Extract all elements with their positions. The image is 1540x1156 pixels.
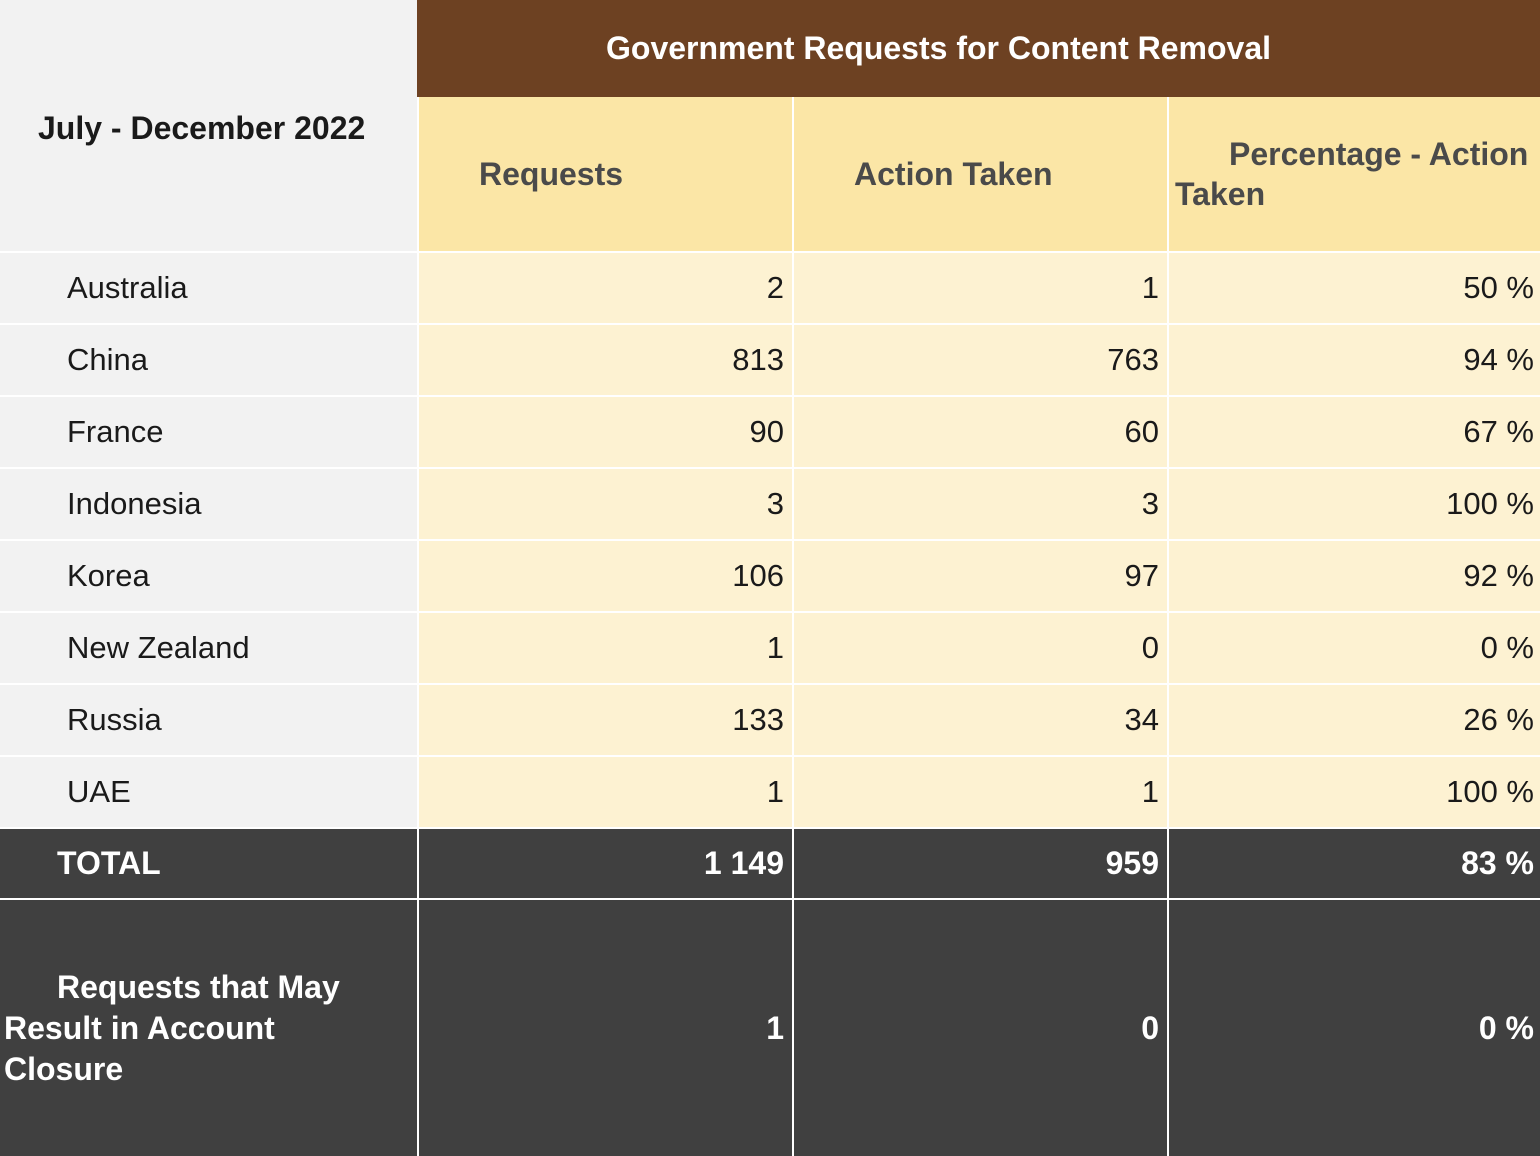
row-label: Korea <box>0 541 417 613</box>
account-closure-requests: 1 <box>417 900 792 1156</box>
percentage-cell: 100 % <box>1167 469 1540 541</box>
row-label: Indonesia <box>0 469 417 541</box>
table-title: Government Requests for Content Removal <box>417 0 1540 97</box>
total-label: TOTAL <box>0 829 417 900</box>
action-taken-cell: 97 <box>792 541 1167 613</box>
account-closure-label-text: Requests that May Result in Account Closure <box>4 969 340 1087</box>
total-requests: 1 149 <box>417 829 792 900</box>
percentage-cell: 67 % <box>1167 397 1540 469</box>
account-closure-label <box>0 900 417 1156</box>
account-closure-percentage: 0 % <box>1167 900 1540 1156</box>
column-header-action-taken: Action Taken <box>792 97 1167 253</box>
row-label: Russia <box>0 685 417 757</box>
percentage-cell: 92 % <box>1167 541 1540 613</box>
action-taken-cell: 3 <box>792 469 1167 541</box>
column-header-percentage <box>1167 97 1540 253</box>
account-closure-action-taken: 0 <box>792 900 1167 1156</box>
action-taken-cell: 60 <box>792 397 1167 469</box>
percentage-cell: 94 % <box>1167 325 1540 397</box>
row-label: France <box>0 397 417 469</box>
row-label: China <box>0 325 417 397</box>
total-percentage: 83 % <box>1167 829 1540 900</box>
total-action-taken: 959 <box>792 829 1167 900</box>
requests-cell: 133 <box>417 685 792 757</box>
row-label: New Zealand <box>0 613 417 685</box>
action-taken-cell: 34 <box>792 685 1167 757</box>
requests-cell: 1 <box>417 757 792 829</box>
percentage-cell: 50 % <box>1167 253 1540 325</box>
requests-cell: 106 <box>417 541 792 613</box>
row-label: Australia <box>0 253 417 325</box>
column-header-percentage-text: Percentage - Action Taken <box>1175 136 1529 212</box>
requests-cell: 813 <box>417 325 792 397</box>
action-taken-cell: 0 <box>792 613 1167 685</box>
action-taken-cell: 1 <box>792 253 1167 325</box>
row-label: UAE <box>0 757 417 829</box>
requests-cell: 1 <box>417 613 792 685</box>
percentage-cell: 26 % <box>1167 685 1540 757</box>
requests-cell: 2 <box>417 253 792 325</box>
action-taken-cell: 1 <box>792 757 1167 829</box>
action-taken-cell: 763 <box>792 325 1167 397</box>
column-header-requests: Requests <box>417 97 792 253</box>
percentage-cell: 100 % <box>1167 757 1540 829</box>
percentage-cell: 0 % <box>1167 613 1540 685</box>
period-label: July - December 2022 <box>0 0 417 253</box>
requests-cell: 90 <box>417 397 792 469</box>
requests-cell: 3 <box>417 469 792 541</box>
